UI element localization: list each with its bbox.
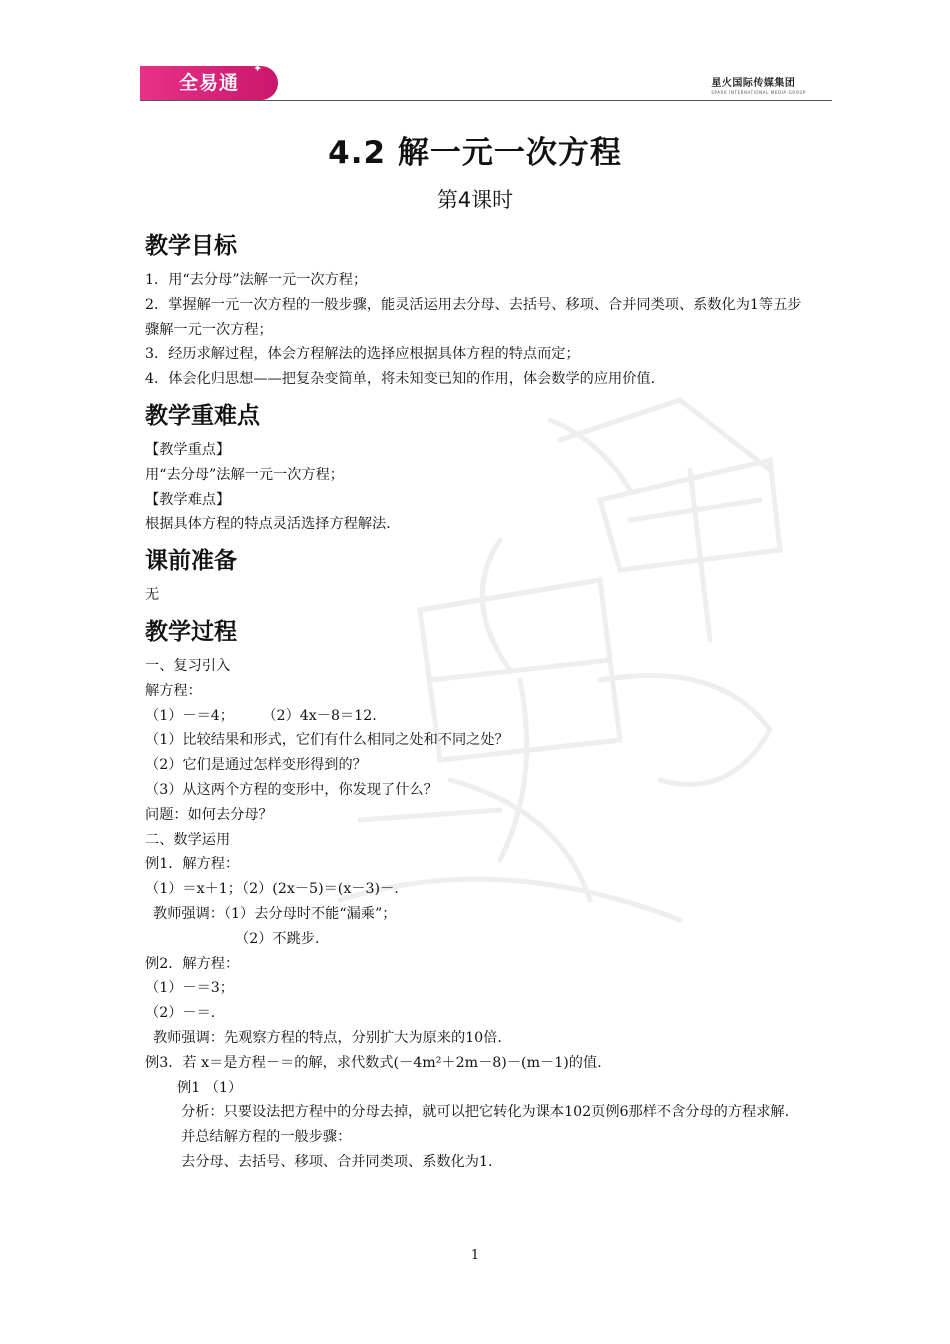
process-line: 教师强调：先观察方程的特点，分别扩大为原来的10倍. [153, 1029, 502, 1046]
goal-item: 2．掌握解一元一次方程的一般步骤，能灵活运用去分母、去括号、移项、合并同类项、系数化为1等五步骤解一元一次方程； [145, 296, 802, 338]
process-line: 例2．解方程： [145, 955, 240, 972]
sparkle-icon: ✦ [253, 62, 263, 75]
page-title: 4.2 解一元一次方程 [328, 135, 622, 171]
section-heading-keypoints: 教学重难点 [145, 402, 260, 429]
difficulty-text: 根据具体方程的特点灵活选择方程解法. [145, 516, 391, 533]
process-line: 问题：如何去分母？ [145, 806, 273, 823]
focus-text: 用“去分母”法解一元一次方程； [145, 466, 344, 483]
process-line: 一、复习引入 [145, 657, 231, 674]
process-line: （3）从这两个方程的变形中，你发现了什么？ [145, 781, 438, 798]
publisher-name: 星火国际传媒集团 [711, 78, 796, 89]
prep-text: 无 [145, 587, 160, 604]
process-line: 去分母、去括号、移项、合并同类项、系数化为1. [181, 1153, 493, 1170]
difficulty-label: 【教学难点】 [145, 491, 231, 508]
section-heading-prep: 课前准备 [145, 548, 237, 575]
document-body [145, 128, 805, 1175]
process-line: （1）－＝3； [145, 980, 234, 997]
header-divider [140, 100, 832, 101]
process-line: 解方程： [145, 682, 202, 699]
section-heading-process: 教学过程 [145, 618, 237, 645]
process-line: （1）＝x＋1；（2）(2x－5)＝(x－3)－. [145, 881, 399, 898]
page-number: 1 [470, 1248, 480, 1263]
goal-item: 3．经历求解过程，体会方程解法的选择应根据具体方程的特点而定； [145, 346, 580, 363]
publisher-brand [711, 74, 806, 95]
focus-label: 【教学重点】 [145, 441, 231, 458]
goal-item: 1．用“去分母”法解一元一次方程； [145, 272, 368, 288]
logo-text: 全易通 [178, 72, 239, 94]
process-line: （1）比较结果和形式，它们有什么相同之处和不同之处？ [145, 732, 509, 749]
process-line: （2）－＝. [145, 1005, 216, 1022]
process-line: 并总结解方程的一般步骤： [181, 1129, 352, 1146]
process-line: 例1．解方程： [145, 856, 240, 873]
process-line: （2）不跳步. [235, 930, 320, 947]
process-line: 例3．若 x＝是方程－＝的解，求代数式(－4m²＋2m－8)－(m－1)的值. [145, 1054, 602, 1071]
process-line: 教师强调：（1）去分母时不能“漏乘”； [153, 905, 397, 922]
publisher-name-en: SPARK INTERNATIONAL MEDIA GROUP [711, 90, 806, 95]
section-heading-goals: 教学目标 [145, 233, 237, 259]
lesson-number: 第4课时 [436, 188, 514, 212]
process-line: 二、数学运用 [145, 831, 231, 848]
goal-item: 4．体会化归思想——把复杂变简单，将未知变已知的作用，体会数学的应用价值． [145, 371, 665, 388]
process-line: 分析：只要设法把方程中的分母去掉，就可以把它转化为课本102页例6那样不含分母的方程求解. [181, 1104, 790, 1121]
page-header [140, 62, 832, 102]
process-line: （2）它们是通过怎样变形得到的？ [145, 757, 367, 774]
process-line: （1）－＝4； （2）4x－8＝12. [145, 707, 377, 724]
process-line: 例1 （1） [177, 1079, 243, 1096]
